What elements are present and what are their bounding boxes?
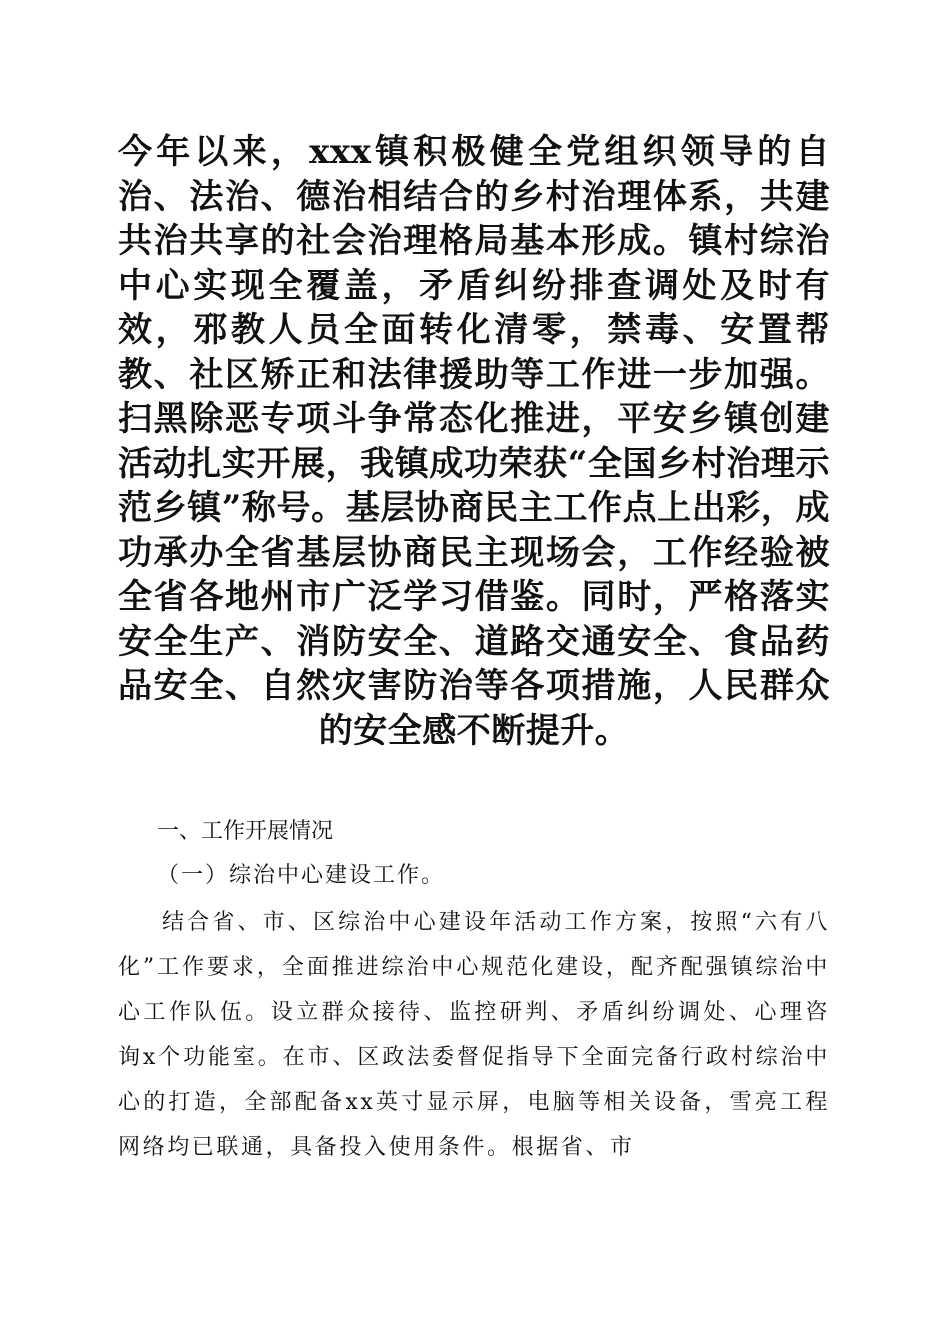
- section-heading: 一、工作开展情况: [157, 819, 334, 844]
- body-paragraph: 结合省、市、区综治中心建设年活动工作方案，按照“六有八化”工作要求，全面推进综治中心规范化建设，配齐配强镇综治中心工作队伍。设立群众接待、监控研判、矛盾纠纷调处、心理咨询x个功能室。在市、区政法委督促指导下全面完备行政村综治中心的打造，全部配备xx英寸显示屏，电脑等相关设备，雪亮工程网络均已联通，具备投入使用条件。根据省、市: [118, 910, 830, 1160]
- subsection-heading: （一）综治中心建设工作。: [157, 863, 446, 888]
- intro-paragraph: 今年以来，xxx镇积极健全党组织领导的自治、法治、德治相结合的乡村治理体系，共建共治共享的社会治理格局基本形成。镇村综治中心实现全覆盖，矛盾纠纷排查调处及时有效，邪教人员全面转化清零，禁毒、安置帮教、社区矫正和法律援助等工作进一步加强。扫黑除恶专项斗争常态化推进，平安乡镇创建活动扎实开展，我镇成功荣获“全国乡村治理示范乡镇”称号。基层协商民主工作点上出彩，成功承办全省基层协商民主现场会，工作经验被全省各地州市广泛学习借鉴。同时，严格落实安全生产、消防安全、道路交通安全、食品药品安全、自然灾害防治等各项措施，人民群众的安全感不断提升。: [118, 132, 830, 751]
